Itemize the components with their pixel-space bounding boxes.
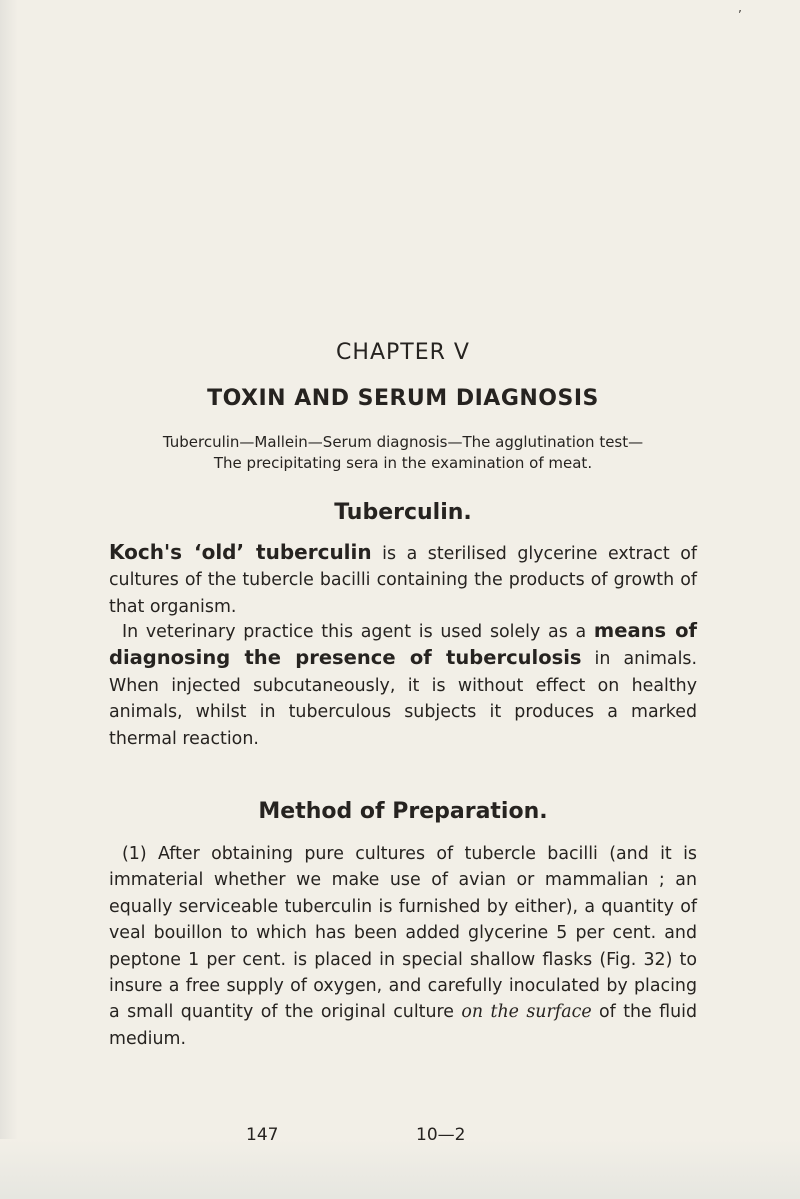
corner-mark: ’ xyxy=(738,8,742,22)
chapter-synopsis xyxy=(109,432,697,474)
italic-phrase: on the surface xyxy=(461,1002,592,1023)
chapter-label: CHAPTER V xyxy=(336,340,470,365)
paragraph-method-step-1 xyxy=(109,841,697,1052)
section-heading-method: Method of Preparation. xyxy=(258,799,548,824)
page-edge-shadow xyxy=(0,0,18,1199)
synopsis-line-1: Tuberculin—Mallein—Serum diagnosis—The agglutination test— xyxy=(162,433,644,451)
page-number: 147 xyxy=(246,1125,279,1145)
lead-term: Koch's ‘old’ tuberculin xyxy=(109,540,372,564)
signature-mark: 10—2 xyxy=(416,1125,466,1145)
paragraph-text: is a sterilised glycerine extract of cultures of the tubercle bacilli containing the products of growth of that organism. xyxy=(109,544,697,617)
synopsis-line-2: The precipitating sera in the examination of meat. xyxy=(213,454,593,472)
paragraph-text-end: in animals. When injected subcutaneously, it is without effect on healthy animals, whilst in tuberculous subjects it produces a marked thermal reaction. xyxy=(109,649,697,749)
emphasized-phrase: means of diagnosing the presence of tuberculosis xyxy=(109,619,697,670)
section-heading-tuberculin: Tuberculin. xyxy=(334,500,472,525)
paragraph-tuberculin-definition xyxy=(109,539,697,620)
paragraph-veterinary-use xyxy=(109,618,697,752)
paragraph-text-end: of the fluid medium. xyxy=(109,1002,698,1049)
paragraph-text-start: (1) After obtaining pure cultures of tubercle bacilli (and it is immaterial whether we make use of avian or mammalian ; an equally serviceable tuberculin is furnished by either), a quantity of veal bouillon to which has been added glycerine 5 per cent. and peptone 1 per cent. is placed in special shallow flasks (Fig. 32) to insure a free supply of oxygen, and carefully inoculated by placing a small quantity of the original culture xyxy=(109,844,697,1023)
paragraph-text-start: In veterinary practice this agent is used solely as a xyxy=(122,622,594,642)
page-bottom-shadow xyxy=(0,1139,800,1199)
chapter-title: TOXIN AND SERUM DIAGNOSIS xyxy=(207,386,599,411)
